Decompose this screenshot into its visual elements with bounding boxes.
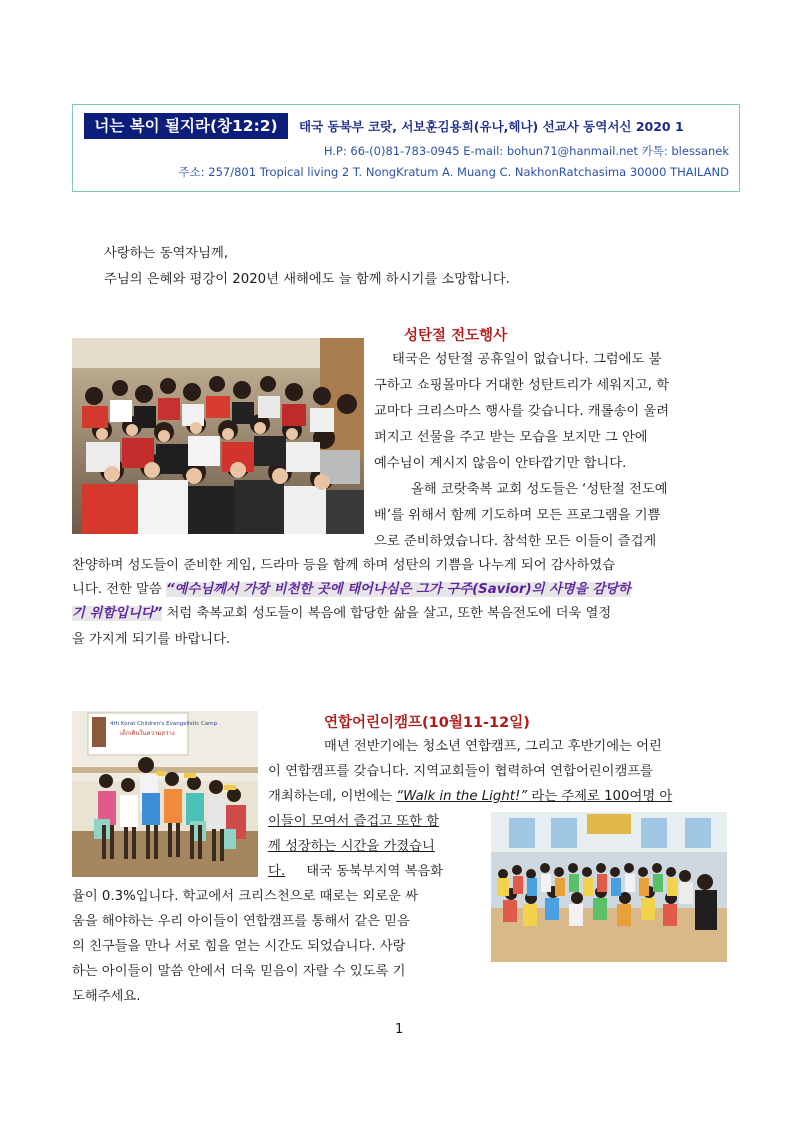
s2-line-5: 께 성장하는 시간을 가졌습니 bbox=[268, 839, 435, 854]
s2-line-3 bbox=[268, 787, 672, 807]
s2-line-8: 움을 해야하는 우리 아이들이 연합캠프를 통해서 같은 믿음 bbox=[72, 914, 410, 929]
s2-line-2: 이 연합캠프를 갖습니다. 지역교회들이 협력하여 연합어린이캠프를 bbox=[268, 764, 654, 779]
s1-line-11 bbox=[72, 604, 611, 624]
header-address: 주소: 257/801 Tropical living 2 T. NongKratum A. Muang C. NakhonRatchasima 30000 THAILAND bbox=[178, 165, 729, 179]
s2-line-6 bbox=[268, 862, 443, 882]
s1-line-5: 예수님이 계시지 않음이 안타깝기만 합니다. bbox=[374, 456, 627, 471]
s1-line-3: 교마다 크리스마스 행사를 갖습니다. 캐롤송이 울려 bbox=[374, 404, 670, 419]
camp-children-photo bbox=[72, 711, 258, 877]
section-title-camp: 연합어린이캠프(10월11-12일) bbox=[324, 715, 530, 731]
s1-line-4: 퍼지고 선물을 주고 받는 모습을 보지만 그 안에 bbox=[374, 430, 648, 445]
s1-line-10 bbox=[72, 580, 631, 600]
page-number: 1 bbox=[395, 1022, 404, 1037]
header-contact: H.P: 66-(0)81-783-0945 E-mail: bohun71@hanmail.net 카톡: blessanek bbox=[323, 144, 729, 158]
s2-line-9: 의 친구들을 만나 서로 힘을 얻는 시간도 되었습니다. 사랑 bbox=[72, 939, 406, 954]
s2-line-1: 매년 전반기에는 청소년 연합캠프, 그리고 후반기에는 어린 bbox=[324, 739, 662, 754]
s1-line-9: 찬양하며 성도들이 준비한 게임, 드라마 등을 함께 하며 성탄의 기쁨을 나누게 되어 감사하였습 bbox=[72, 558, 616, 573]
s1-line-12: 을 가지게 되기를 바랍니다. bbox=[72, 632, 231, 647]
s1-line-8: 으로 준비하였습니다. 참석한 모든 이들이 즐겁게 bbox=[374, 534, 657, 549]
s1-quote-part-2: 기 위함입니다” bbox=[72, 606, 163, 621]
header-title: 태국 동북부 코랏, 서보훈김용희(유나,헤나) 선교사 동역서신 2020 1 bbox=[299, 119, 684, 134]
section-title-christmas: 성탄절 전도행사 bbox=[404, 328, 508, 344]
s2-line-3-rest: 라는 주제로 100여명 아 bbox=[527, 789, 673, 804]
s2-line-6-end: 다. bbox=[268, 864, 286, 879]
s2-line-3-prefix: 개최하는데, 이번에는 bbox=[268, 789, 397, 804]
s2-line-11: 도해주세요. bbox=[72, 989, 141, 1004]
christmas-group-photo bbox=[72, 338, 364, 534]
camp-hall-photo bbox=[491, 812, 727, 962]
s1-line-1: 태국은 성탄절 공휴일이 없습니다. 그럼에도 불 bbox=[392, 352, 662, 367]
s1-quote-part-1: “예수님께서 가장 비천한 곳에 태어나심은 그가 구주(Savior)의 사명을 감당하 bbox=[165, 582, 631, 597]
s2-line-6-rest: 태국 동북부지역 복음화 bbox=[306, 864, 444, 879]
s1-line-11-rest: 처럼 축복교회 성도들이 복음에 합당한 삶을 살고, 또한 복음전도에 더욱 열정 bbox=[166, 606, 612, 621]
greeting-line-2: 주님의 은혜와 평강이 2020년 새해에도 늘 함께 하시기를 소망합니다. bbox=[104, 272, 510, 287]
s1-line-6: 올해 코랏축복 교회 성도들은 ‘성탄절 전도예 bbox=[411, 482, 668, 497]
letter-header bbox=[72, 104, 740, 192]
s1-line-7: 배’를 위해서 함께 기도하며 모든 프로그램을 기쁨 bbox=[374, 508, 661, 523]
s2-line-4: 이들이 모여서 즐겁고 또한 함 bbox=[268, 814, 440, 829]
header-badge: 너는 복이 될지라(창12:2) bbox=[84, 113, 288, 139]
camp-banner-subtitle: เด็กเดินในความสว่าง bbox=[120, 730, 175, 737]
s1-line-2: 구하고 쇼핑몰마다 거대한 성탄트리가 세워지고, 학 bbox=[374, 378, 670, 393]
s2-line-10: 하는 아이들이 말씀 안에서 더욱 믿음이 자랄 수 있도록 기 bbox=[72, 964, 406, 979]
greeting-line-1: 사랑하는 동역자님께, bbox=[104, 246, 229, 261]
s1-line-10-prefix: 니다. 전한 말씀 bbox=[72, 582, 166, 597]
camp-banner-title: 4th Korat Children's Evangelistic Camp bbox=[110, 721, 218, 727]
s2-camp-theme: “Walk in the Light!” bbox=[396, 789, 528, 804]
s2-line-7: 율이 0.3%입니다. 학교에서 크리스천으로 때로는 외로운 싸 bbox=[72, 889, 418, 904]
